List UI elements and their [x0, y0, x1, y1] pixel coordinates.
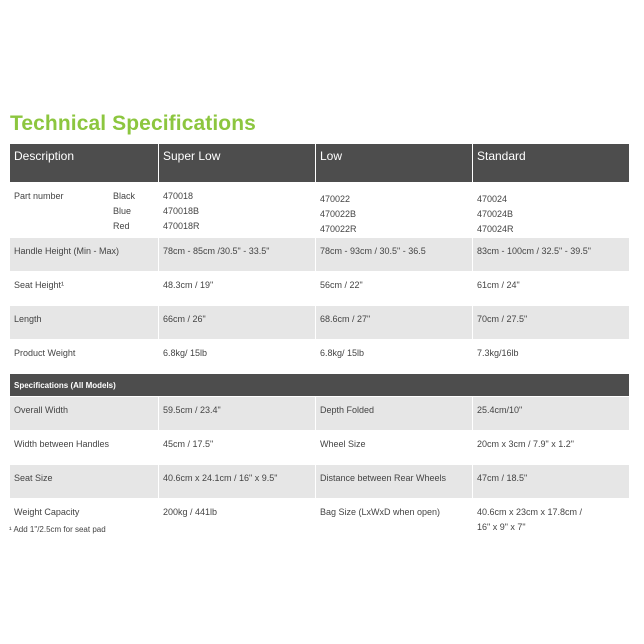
table-header-row	[10, 144, 630, 183]
color-red: Red	[113, 221, 130, 231]
header-standard: Standard	[473, 144, 630, 183]
part-number: 470022R	[320, 224, 357, 234]
part-number-label: Part number	[10, 183, 113, 238]
specifications-subheader-row	[10, 374, 630, 397]
table-row	[10, 306, 630, 340]
row-label: Product Weight	[10, 340, 159, 374]
table-row	[10, 340, 630, 374]
row-label: Seat Height¹	[10, 272, 159, 306]
row-label: Length	[10, 306, 159, 340]
low-part-numbers	[316, 183, 473, 238]
standard-value: 70cm / 27.5"	[473, 306, 630, 340]
super-low-value: 78cm - 85cm /30.5" - 33.5"	[159, 238, 316, 272]
part-number: 470022	[320, 194, 351, 204]
table-row	[10, 272, 630, 306]
standard-part-numbers	[473, 183, 630, 238]
standard-value: 7.3kg/16lb	[473, 340, 630, 374]
super-low-value: 6.8kg/ 15lb	[159, 340, 316, 374]
spec-value	[473, 499, 630, 536]
color-blue: Blue	[113, 206, 132, 216]
spec-label: Seat Size	[10, 465, 159, 499]
row-label: Handle Height (Min - Max)	[10, 238, 159, 272]
header-description: Description	[10, 144, 159, 183]
table-row	[10, 465, 630, 499]
part-number: 470024	[477, 194, 508, 204]
super-low-value: 48.3cm / 19"	[159, 272, 316, 306]
low-value: 56cm / 22"	[316, 272, 473, 306]
spec-value: 25.4cm/10"	[473, 397, 630, 431]
part-number: 470018B	[163, 206, 200, 216]
spec-label: Bag Size (LxWxD when open)	[316, 499, 473, 536]
page-title: Technical Specifications	[10, 112, 256, 135]
header-super-low: Super Low	[159, 144, 316, 183]
spec-value: 45cm / 17.5"	[159, 431, 316, 465]
table-row	[10, 431, 630, 465]
table-row	[10, 238, 630, 272]
bag-size-line-2: 16" x 9" x 7"	[477, 522, 526, 532]
low-value: 68.6cm / 27"	[316, 306, 473, 340]
spec-value: 59.5cm / 23.4"	[159, 397, 316, 431]
part-number-row	[10, 183, 630, 238]
low-value: 6.8kg/ 15lb	[316, 340, 473, 374]
super-low-value: 66cm / 26"	[159, 306, 316, 340]
standard-value: 61cm / 24"	[473, 272, 630, 306]
low-value: 78cm - 93cm / 30.5" - 36.5	[316, 238, 473, 272]
footnote: ¹ Add 1"/2.5cm for seat pad	[9, 525, 106, 534]
part-number: 470022B	[320, 209, 357, 219]
part-number: 470018R	[163, 221, 200, 231]
specifications-subheader: Specifications (All Models)	[10, 374, 630, 397]
super-low-part-numbers	[159, 183, 316, 238]
color-black: Black	[113, 191, 136, 201]
spec-label: Weight Capacity	[10, 499, 159, 536]
spec-value: 40.6cm x 24.1cm / 16" x 9.5"	[159, 465, 316, 499]
spec-label: Distance between Rear Wheels	[316, 465, 473, 499]
spec-value: 47cm / 18.5"	[473, 465, 630, 499]
spec-label: Overall Width	[10, 397, 159, 431]
header-low: Low	[316, 144, 473, 183]
part-number: 470024B	[477, 209, 514, 219]
spec-value: 200kg / 441lb	[159, 499, 316, 536]
spec-label: Width between Handles	[10, 431, 159, 465]
spec-label: Wheel Size	[316, 431, 473, 465]
specifications-table	[9, 143, 630, 536]
spec-value: 20cm x 3cm / 7.9" x 1.2"	[473, 431, 630, 465]
table-row	[10, 397, 630, 431]
part-number: 470024R	[477, 224, 514, 234]
bag-size-line-1: 40.6cm x 23cm x 17.8cm /	[477, 507, 583, 517]
part-number: 470018	[163, 191, 194, 201]
spec-label: Depth Folded	[316, 397, 473, 431]
standard-value: 83cm - 100cm / 32.5" - 39.5"	[473, 238, 630, 272]
part-number-colors	[113, 183, 159, 238]
